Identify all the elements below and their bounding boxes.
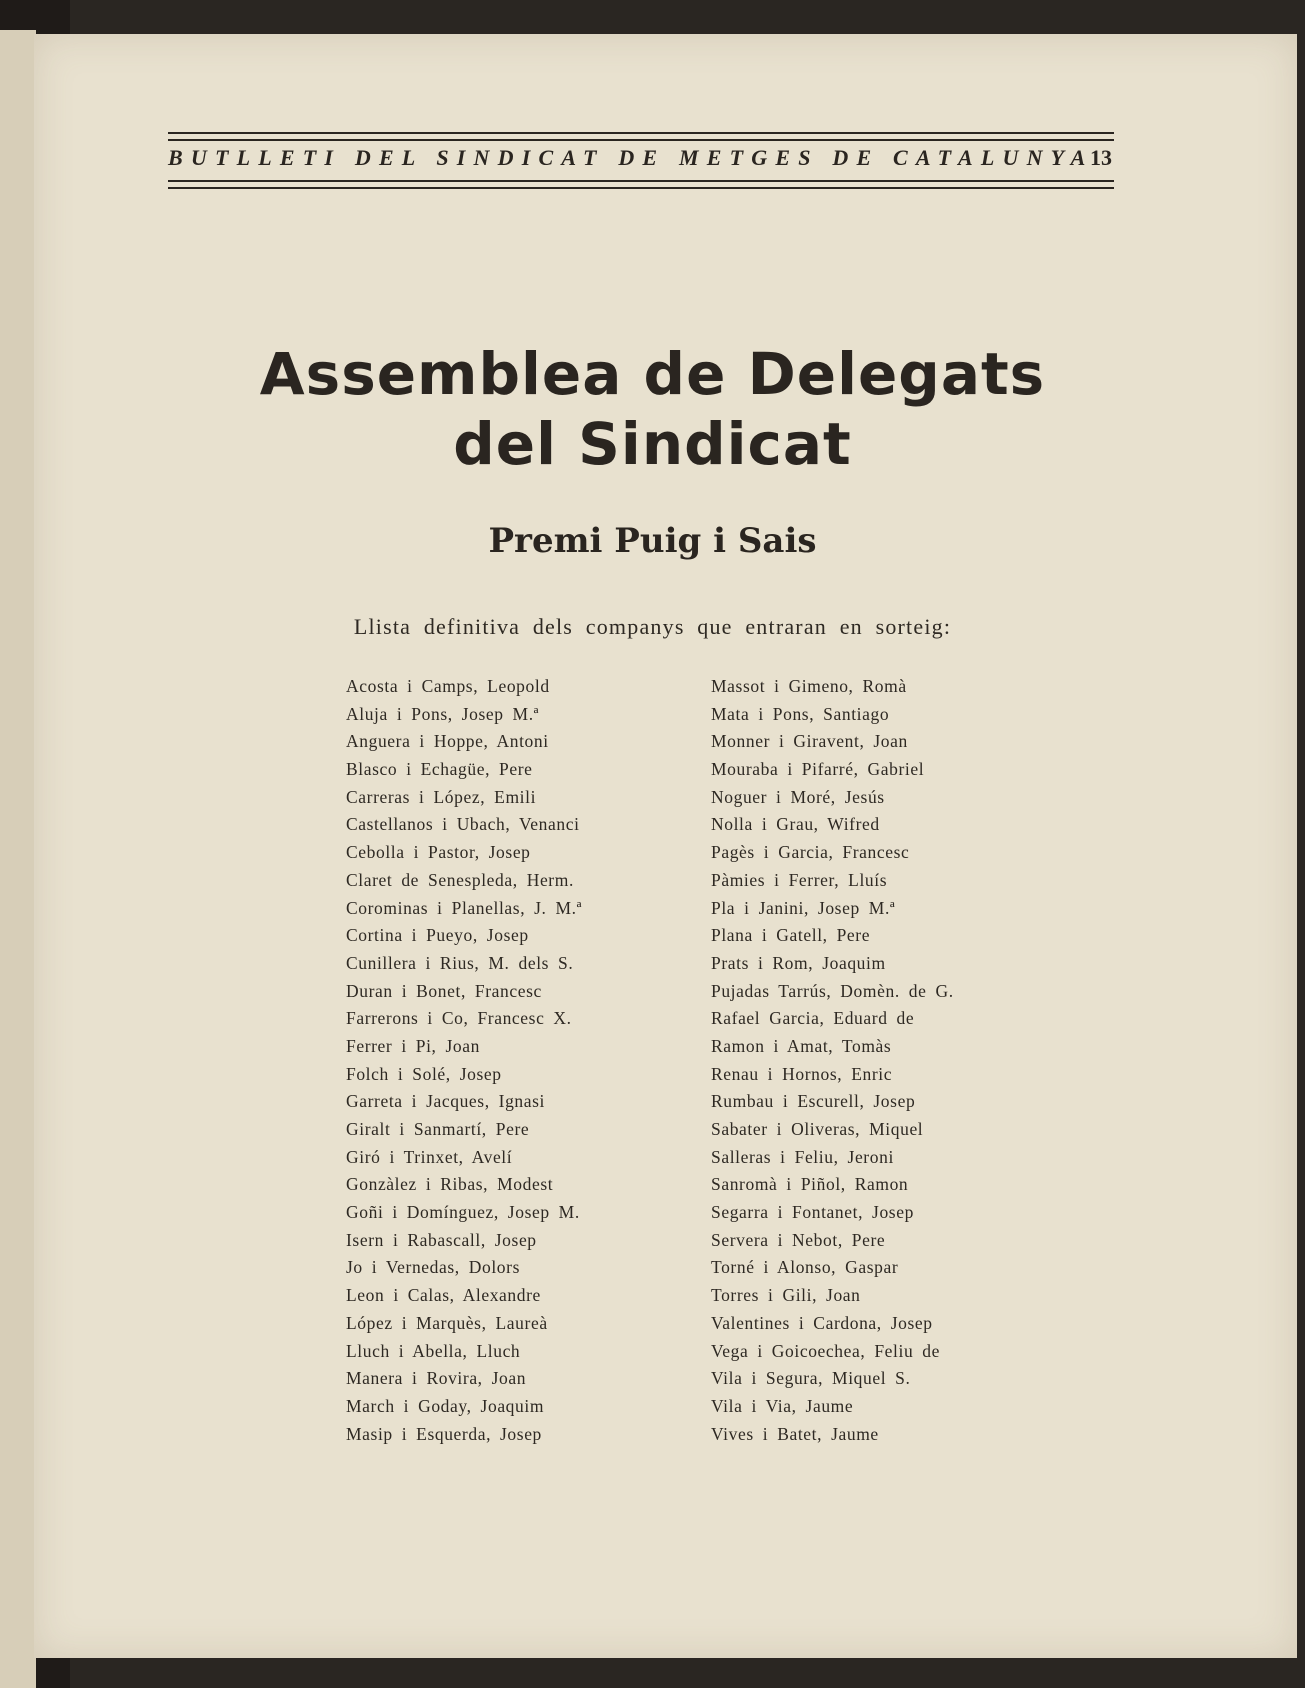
list-item: Sanromà i Piñol, Ramon [711, 1174, 909, 1195]
header-rule-bottom [168, 187, 1114, 189]
list-item: Prats i Rom, Joaquim [711, 952, 886, 973]
intro-text: Llista definitiva dels companys que entraran en sorteig: [353, 614, 952, 639]
list-item: Servera i Nebot, Pere [711, 1229, 886, 1250]
list-item: Nolla i Grau, Wifred [711, 814, 880, 835]
list-item: Giralt i Sanmartí, Pere [346, 1119, 530, 1139]
list-item: Anguera i Hoppe, Antoni [346, 731, 549, 752]
list-item: Manera i Rovira, Joan [346, 1368, 527, 1389]
list-item: Corominas i Planellas, J. M.ª [346, 897, 583, 918]
list-item: Rafael Garcia, Eduard de [711, 1008, 915, 1029]
list-item: Gonzàlez i Ribas, Modest [346, 1174, 554, 1195]
list-item: Valentines i Cardona, Josep [711, 1312, 933, 1333]
list-item: March i Goday, Joaquim [346, 1395, 545, 1416]
previous-page-edge [0, 30, 36, 1688]
list-item: Blasco i Echagüe, Pere [346, 759, 533, 780]
list-item: Aluja i Pons, Josep M.ª [346, 703, 540, 724]
list-item: Pàmies i Ferrer, Lluís [711, 869, 888, 890]
list-item: Noguer i Moré, Jesús [711, 786, 885, 807]
list-item: Jo i Vernedas, Dolors [346, 1257, 520, 1278]
list-item: Lluch i Abella, Lluch [346, 1340, 521, 1361]
list-item: Vila i Segura, Miquel S. [711, 1368, 911, 1389]
list-item: Cebolla i Pastor, Josep [346, 842, 531, 863]
list-item: Cunillera i Rius, M. dels S. [346, 952, 574, 973]
running-header [168, 132, 1114, 188]
header-rule-bottom-inner [168, 180, 1114, 182]
list-item: Massot i Gimeno, Romà [711, 676, 907, 696]
list-item: Acosta i Camps, Leopold [346, 676, 550, 696]
names-list-left [346, 673, 582, 1448]
list-item: Rumbau i Escurell, Josep [711, 1091, 916, 1112]
article-title-line-1: Assemblea de Delegats [259, 340, 1046, 408]
list-item: Isern i Rabascall, Josep [346, 1229, 537, 1250]
list-item: Claret de Senespleda, Herm. [346, 869, 574, 890]
header-rule-top [168, 132, 1114, 134]
list-item: Monner i Giravent, Joan [711, 731, 908, 752]
list-item: Mouraba i Pifarré, Gabriel [711, 759, 925, 780]
list-item: Leon i Calas, Alexandre [346, 1285, 541, 1306]
list-item: Folch i Solé, Josep [346, 1063, 502, 1084]
list-item: Pagès i Garcia, Francesc [711, 842, 910, 863]
list-item: Vega i Goicoechea, Feliu de [711, 1340, 940, 1361]
list-item: Torres i Gili, Joan [711, 1285, 861, 1306]
list-item: Pla i Janini, Josep M.ª [711, 897, 896, 918]
list-item: Vives i Batet, Jaume [711, 1423, 879, 1444]
list-item: Duran i Bonet, Francesc [346, 980, 542, 1001]
list-item: Salleras i Feliu, Jeroni [711, 1146, 894, 1167]
names-list-right [711, 673, 954, 1448]
list-item: Masip i Esquerda, Josep [346, 1423, 542, 1444]
list-item: Plana i Gatell, Pere [711, 925, 871, 946]
page-number: 13 [1090, 145, 1112, 170]
page-sheet [34, 34, 1297, 1658]
list-item: Ferrer i Pi, Joan [346, 1035, 480, 1056]
list-item: Cortina i Pueyo, Josep [346, 925, 529, 946]
list-item: Pujadas Tarrús, Domèn. de G. [711, 980, 954, 1001]
list-item: Segarra i Fontanet, Josep [711, 1202, 914, 1223]
list-item: Renau i Hornos, Enric [711, 1063, 893, 1084]
list-item: Carreras i López, Emili [346, 786, 537, 807]
list-item: Farrerons i Co, Francesc X. [346, 1008, 572, 1029]
article-title-line-2: del Sindicat [453, 410, 852, 478]
list-item: Vila i Via, Jaume [711, 1395, 854, 1416]
journal-title: BUTLLETI DEL SINDICAT DE METGES DE CATALUNYA [168, 145, 1094, 170]
list-item: Sabater i Oliveras, Miquel [711, 1119, 924, 1139]
header-rule-top-inner [168, 139, 1114, 141]
list-item: Giró i Trinxet, Avelí [346, 1146, 513, 1167]
list-item: Garreta i Jacques, Ignasi [346, 1091, 546, 1112]
article-subtitle: Premi Puig i Sais [488, 521, 817, 561]
list-item: Ramon i Amat, Tomàs [711, 1035, 892, 1056]
list-item: Castellanos i Ubach, Venanci [346, 814, 580, 835]
list-item: López i Marquès, Laureà [346, 1312, 548, 1333]
list-item: Torné i Alonso, Gaspar [711, 1257, 899, 1278]
list-item: Goñi i Domínguez, Josep M. [346, 1202, 580, 1223]
list-item: Mata i Pons, Santiago [711, 703, 890, 724]
